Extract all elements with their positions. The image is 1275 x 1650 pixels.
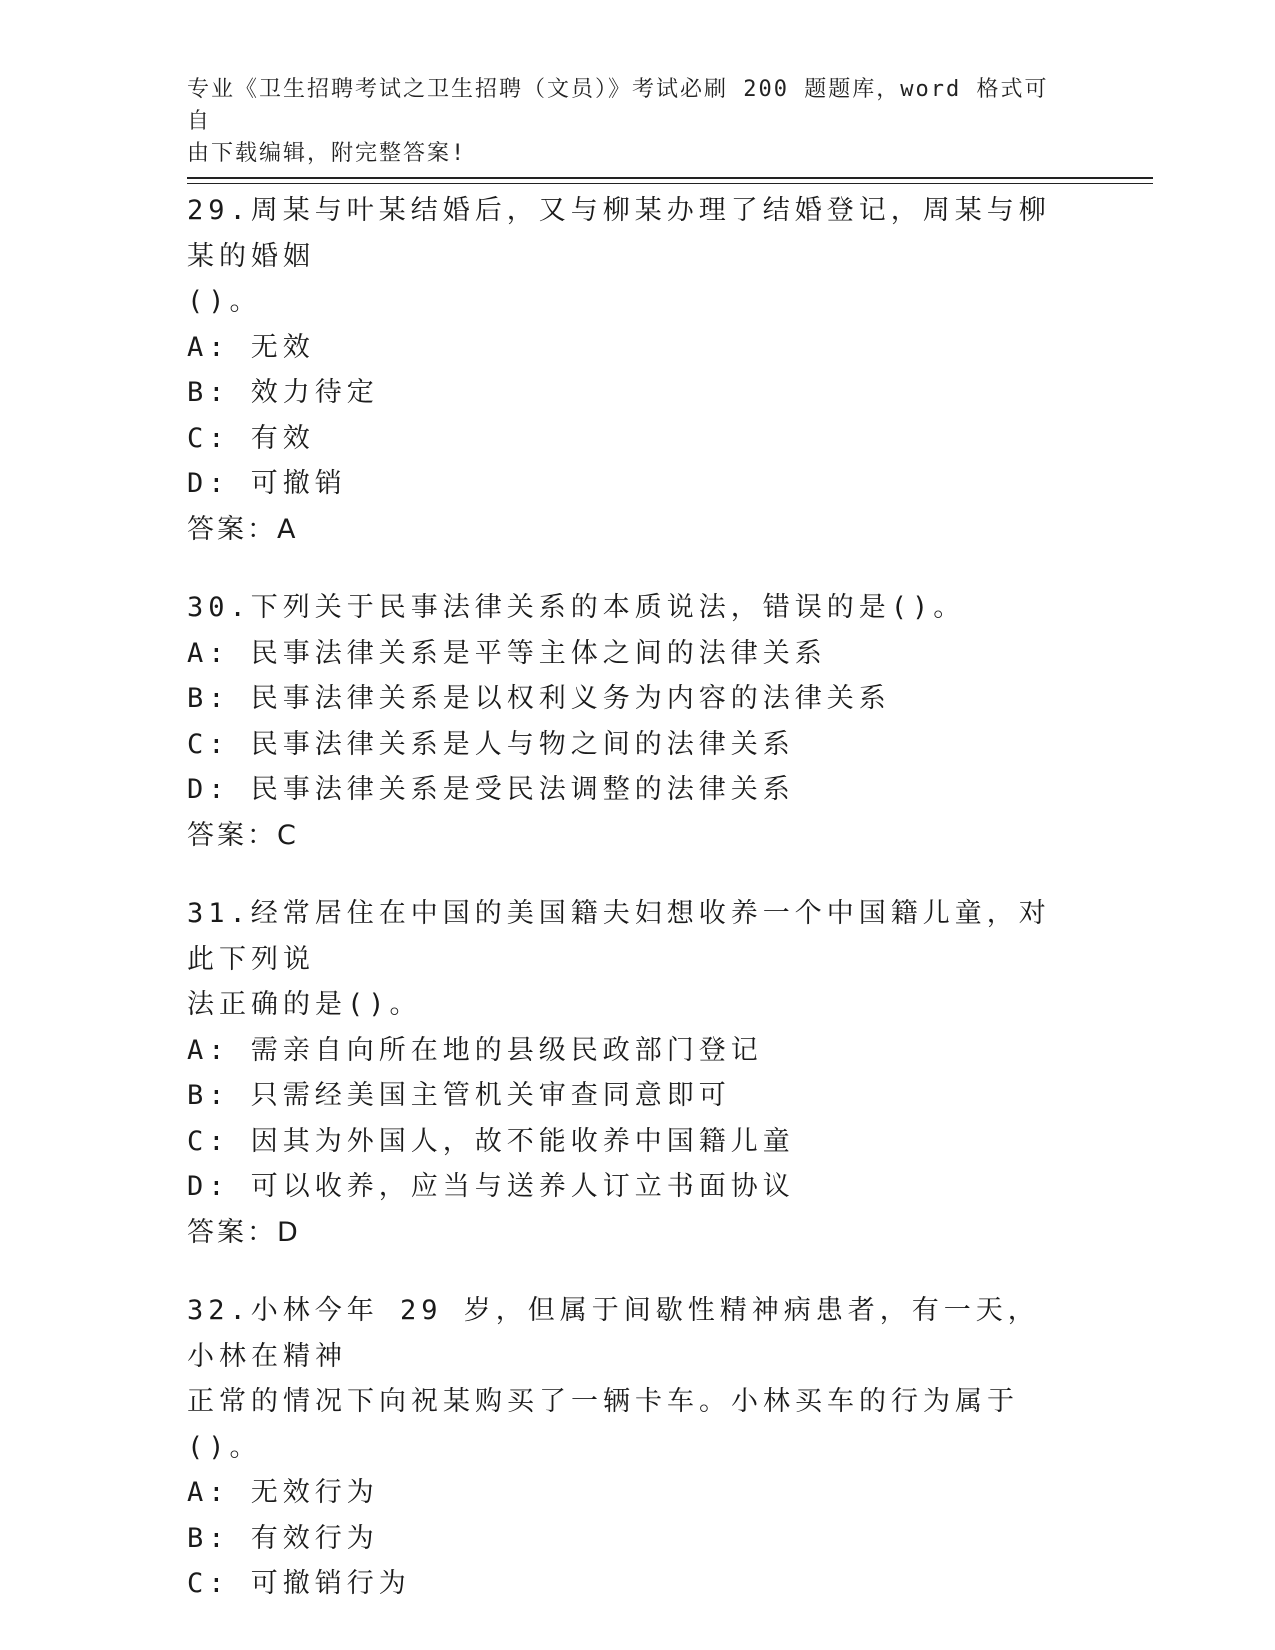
document-header [187,74,1067,170]
question-31 [187,891,1087,1255]
question-stem-line: 30.下列关于民事法律关系的本质说法，错误的是()。 [187,592,966,623]
option-a: A: 民事法律关系是平等主体之间的法律关系 [187,637,827,669]
question-stem-line: ()。 [187,286,262,317]
question-stem-line: 法正确的是()。 [187,989,422,1020]
option-b: B: 只需经美国主管机关审查同意即可 [187,1080,731,1111]
option-d: D: 可撤销 [187,468,347,499]
option-a: A: 需亲自向所在地的县级民政部门登记 [187,1034,763,1066]
answer: 答案：C [187,819,299,851]
option-d: D: 民事法律关系是受民法调整的法律关系 [187,774,795,805]
header-line-1: 专业《卫生招聘考试之卫生招聘（文员）》考试必刷 200 题题库，word 格式可自 [187,77,1049,134]
answer: 答案：A [187,513,299,545]
header-divider-thin [187,183,1153,184]
question-30 [187,585,1087,858]
header-divider-thick [187,177,1153,179]
option-c: C: 有效 [187,422,315,454]
option-a: A: 无效行为 [187,1477,379,1508]
answer: 答案：D [187,1216,301,1248]
question-32 [187,1288,1087,1607]
option-b: B: 民事法律关系是以权利义务为内容的法律关系 [187,683,891,714]
question-stem-line: 31.经常居住在中国的美国籍夫妇想收养一个中国籍儿童，对此下列说 [187,898,1051,975]
option-c: C: 民事法律关系是人与物之间的法律关系 [187,728,795,760]
header-line-2: 由下载编辑，附完整答案! [187,141,467,166]
question-stem-line: 29.周某与叶某结婚后，又与柳某办理了结婚登记，周某与柳某的婚姻 [187,195,1051,272]
option-a: A: 无效 [187,331,315,363]
question-stem-line: 正常的情况下向祝某购买了一辆卡车。小林买车的行为属于()。 [187,1386,1019,1463]
question-29 [187,188,1087,552]
option-c: C: 可撤销行为 [187,1568,411,1599]
option-b: B: 有效行为 [187,1522,379,1554]
option-d: D: 可以收养，应当与送养人订立书面协议 [187,1171,795,1202]
question-stem-line: 32.小林今年 29 岁，但属于间歇性精神病患者，有一天，小林在精神 [187,1295,1040,1372]
option-c: C: 因其为外国人，故不能收养中国籍儿童 [187,1125,795,1157]
question-list [187,188,1087,1640]
option-b: B: 效力待定 [187,377,379,408]
